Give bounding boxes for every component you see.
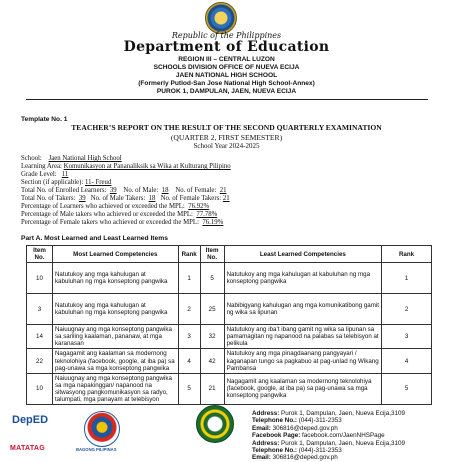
school-field: School: Jaen National High School [21, 155, 122, 162]
bagong-pilipinas-logo-icon [84, 411, 120, 447]
contact-telephone-2: Telephone No.: (044)-311-2353 [252, 447, 342, 455]
deped-seal-icon [205, 2, 237, 34]
school-value: Jaen National High School [48, 155, 122, 162]
table-row: 22 Nagagamit ang kaalaman sa modernong teknolohiya (facebook, google, at iba pa) sa pag-unawa sa mga konseptong pangwika 4 42 Natutukoy ang mga pinagdaanang pangyayari / kaganapan tungo sa pagkabuo at pag-unlad ng Wikang Pambansa 4 [27, 349, 432, 373]
department-title: Department of Education [123, 39, 330, 55]
grade-level-value: 11 [61, 171, 69, 178]
contact-email-2: Email: 306816@deped.gov.ph [252, 454, 338, 462]
header-divider [26, 99, 428, 100]
school-seal-icon [196, 405, 234, 443]
matatag-wordmark: MATATAG [10, 445, 46, 452]
deped-logo [10, 413, 56, 435]
part-a-heading: Part A. Most Learned and Least Learned Items [21, 235, 168, 242]
grade-level-field: Grade Level: 11 [21, 171, 69, 178]
takers-field: Total No. of Takers: 39 No. of Male Takers: 18 No. of Female Takers: 21 [21, 195, 230, 202]
school-address-line: PUROK 1, DAMPULAN, JAEN, NUEVA ECIJA [156, 88, 297, 95]
learning-area-field: Learning Area: Komunikasyon at Pananaliksik sa Wika at Kulturang Pilipino [21, 163, 231, 170]
school-line: JAEN NATIONAL HIGH SCHOOL [175, 72, 278, 79]
table-row: 3 Natutukoy ang mga kahulugan at kabuluhan ng mga konseptong pangwika 2 25 Nabibigyang kahulugan ang mga komunikatibong gamit ng wika sa lipunan 2 [27, 294, 432, 325]
pct-female-field: Percentage of Female takers who achieved or exceeded the MPL: 76.19% [21, 219, 224, 226]
contact-block [252, 410, 405, 462]
table-header-row [27, 246, 432, 263]
matatag-logo [10, 437, 62, 452]
header-rank-2: Rank [382, 246, 432, 263]
contact-telephone: Telephone No.: (044)-311-2353 [252, 417, 342, 425]
header-most-learned: Most Learned Competencies [52, 246, 178, 263]
contact-facebook: Facebook Page: facebook.com/JaenNHSPage [252, 432, 385, 440]
table-row: 10 Natutukoy ang mga kahulugan at kabuluhan ng mga konseptong pangwika 1 5 Natutukoy ang mga kahulugan at kabuluhan ng mga konseptong pangwika 1 [27, 263, 432, 294]
formerly-line: (Formerly Putlod-San Jose National High School-Annex) [138, 80, 315, 87]
pct-learners-field: Percentage of Learners who achieved or exceeded the MPL: 76.92% [21, 203, 210, 210]
bagong-pilipinas-caption: BAGONG PILIPINAS [76, 447, 117, 452]
report-title: TEACHER’S REPORT ON THE RESULT OF THE SECOND QUARTERLY EXAMINATION [71, 123, 382, 132]
contact-address-2: Address: Purok 1, Dampulan, Jaen, Nueva Ecija,3109 [252, 439, 405, 447]
school-year: School Year 2024-2025 [193, 142, 260, 150]
enrolled-field: Total No. of Enrolled Learners: 39 No. of Male: 18 No. of Female: 21 [21, 187, 227, 194]
table-row: 10 Naiuugnay ang mga konseptong pangwika sa mga napakinggan/ napanood na sitwasyong pangkomunikasyon sa radyo, talumpati, mga panayam at telebisyon 5 21 Nagagamit ang kaalaman sa modernong teknolohiya (facebook, google, at iba pa) sa pag-unawa sa mga konseptong pangwika 5 [27, 373, 432, 404]
header-item-no-2: Item No. [200, 246, 224, 263]
learning-area-value: Komunikasyon at Pananaliksik sa Wika at Kulturang Pilipino [63, 163, 231, 170]
section-field: Section (if applicable): 11- Freud [21, 179, 112, 186]
deped-wordmark: DepED [12, 414, 49, 426]
contact-email: Email: 306816@deped.gov.ph [252, 424, 338, 432]
division-line: SCHOOLS DIVISION OFFICE OF NUEVA ECIJA [153, 64, 300, 71]
report-subtitle: (QUARTER 2, FIRST SEMESTER) [170, 133, 283, 142]
competencies-table [26, 245, 432, 405]
contact-address: Address: Purok 1, Dampulan, Jaen, Nueva Ecija,3109 [252, 410, 405, 417]
header-least-learned: Least Learned Competencies [224, 246, 382, 263]
pct-male-field: Percentage of Male takers who achieved or exceeded the MPL: 77.78% [21, 211, 218, 218]
table-row: 14 Naiuugnay ang mga konseptong pangwika sa sariling kaalaman, pananaw, at mga karanasan 3 32 Natutukoy ang iba’t ibang gamit ng wika sa lipunan sa pamamagitan ng napanood na palabas sa telebisyon at pelikula 3 [27, 325, 432, 349]
section-value: 11- Freud [84, 179, 112, 186]
region-line: REGION III – CENTRAL LUZON [178, 56, 275, 63]
header-rank: Rank [178, 246, 200, 263]
template-number: Template No. 1 [21, 116, 68, 123]
header-item-no: Item No. [27, 246, 53, 263]
republic-line: Republic of the Philippines [171, 31, 282, 40]
